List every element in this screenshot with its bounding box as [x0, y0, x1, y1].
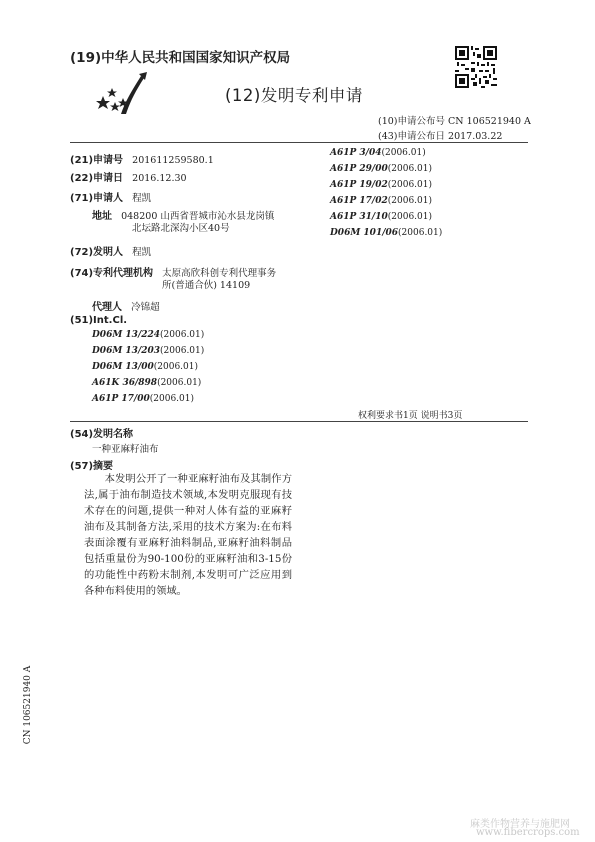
ipc-code: A61P 3/04 — [330, 148, 382, 158]
ipc-code: D06M 13/224 — [92, 330, 161, 340]
ipc-code: A61P 17/02 — [330, 196, 388, 206]
ipc-version: (2006.01) — [387, 196, 432, 206]
intcl-left-2 — [92, 346, 204, 356]
side-publication-number: CN 106521940 A — [23, 665, 33, 745]
ipc-code: A61P 29/00 — [330, 164, 388, 174]
ipc-code: D06M 13/00 — [92, 362, 154, 372]
agent-row — [92, 295, 160, 314]
publication-date: (43)申请公布日 2017.03.22 — [378, 131, 503, 142]
ipc-code: A61P 19/02 — [330, 180, 388, 190]
ipc-code: A61K 36/898 — [92, 378, 158, 388]
inventor-row — [70, 240, 151, 259]
watermark-url: www.fibercrops.com — [476, 827, 580, 838]
office-name: (19)中华人民共和国国家知识产权局 — [70, 50, 291, 66]
ipc-version: (2006.01) — [160, 346, 205, 356]
agency-line-2: 所(普通合伙) 14109 — [162, 280, 251, 291]
application-date: 2016.12.30 — [132, 173, 187, 184]
agency-label: (74)专利代理机构 — [70, 268, 154, 279]
intcl-right-6 — [330, 228, 442, 238]
invention-title: 一种亚麻籽油布 — [92, 444, 159, 455]
ipc-code: A61P 17/00 — [92, 394, 150, 404]
intcl-right-4 — [330, 196, 432, 206]
application-date-label: (22)申请日 — [70, 173, 124, 184]
applicant-row — [70, 186, 151, 205]
ipc-version: (2006.01) — [157, 378, 202, 388]
ipc-version: (2006.01) — [387, 180, 432, 190]
inventor-label: (72)发明人 — [70, 247, 124, 258]
agent: 冷锦超 — [131, 302, 160, 313]
applicant-label: (71)申请人 — [70, 193, 124, 204]
intcl-left-4 — [92, 378, 201, 388]
intcl-right-1 — [330, 148, 426, 158]
address-label: 地址 — [92, 211, 112, 222]
watermark-text: 麻类作物营养与施肥网 — [470, 819, 570, 830]
publication-number: (10)申请公布号 CN 106521940 A — [378, 116, 531, 127]
address-line-1: 048200 山西省晋城市沁水县龙岗镇 — [121, 211, 275, 222]
application-number-label: (21)申请号 — [70, 155, 124, 166]
ipc-version: (2006.01) — [160, 330, 205, 340]
ipc-version: (2006.01) — [149, 394, 194, 404]
ipc-version: (2006.01) — [387, 164, 432, 174]
abstract-label: (57)摘要 — [70, 461, 114, 472]
title-label: (54)发明名称 — [70, 429, 134, 440]
qr-code-icon — [455, 46, 497, 88]
intcl-right-2 — [330, 164, 432, 174]
intcl-left-5 — [92, 394, 194, 404]
agency-line-1: 太原高欣科创专利代理事务 — [162, 268, 277, 279]
ipc-code: A61P 31/10 — [330, 212, 388, 222]
applicant: 程凯 — [132, 193, 152, 204]
document-type: (12)发明专利申请 — [225, 86, 363, 105]
application-number-row — [70, 148, 214, 167]
intcl-left-1 — [92, 330, 204, 340]
inventor: 程凯 — [132, 247, 152, 258]
intcl-right-5 — [330, 212, 432, 222]
ipc-code: D06M 13/203 — [92, 346, 161, 356]
section-divider — [70, 421, 528, 422]
intcl-right-3 — [330, 180, 432, 190]
abstract-text: 本发明公开了一种亚麻籽油布及其制作方法,属于油布制造技术领域,本发明克服现有技术存在的问题,提供一种对人体有益的亚麻籽油布及其制备方法,采用的技术方案为:在布料表面涂覆有亚麻籽油料制品,亚麻籽油料制品包括重量份为90-100份的亚麻籽油和3-15份的功能性中药粉末制剂,本发明可广泛应用到各种布料使用的领域。 — [84, 473, 292, 597]
ipc-code: D06M 101/06 — [330, 228, 399, 238]
ipc-version: (2006.01) — [398, 228, 443, 238]
intcl-label: (51)Int.Cl. — [70, 315, 128, 326]
intcl-left-3 — [92, 362, 198, 372]
application-date-row — [70, 166, 187, 185]
ipc-version: (2006.01) — [153, 362, 199, 372]
ipc-version: (2006.01) — [381, 148, 426, 158]
sipo-logo-icon — [95, 72, 155, 117]
application-number: 201611259580.1 — [132, 155, 214, 166]
ipc-version: (2006.01) — [387, 212, 432, 222]
address-line-2: 北坛路北深沟小区40号 — [132, 223, 230, 234]
header-divider — [70, 142, 528, 143]
pages-note: 权利要求书1页 说明书3页 — [358, 411, 463, 421]
agent-label: 代理人 — [92, 302, 122, 313]
